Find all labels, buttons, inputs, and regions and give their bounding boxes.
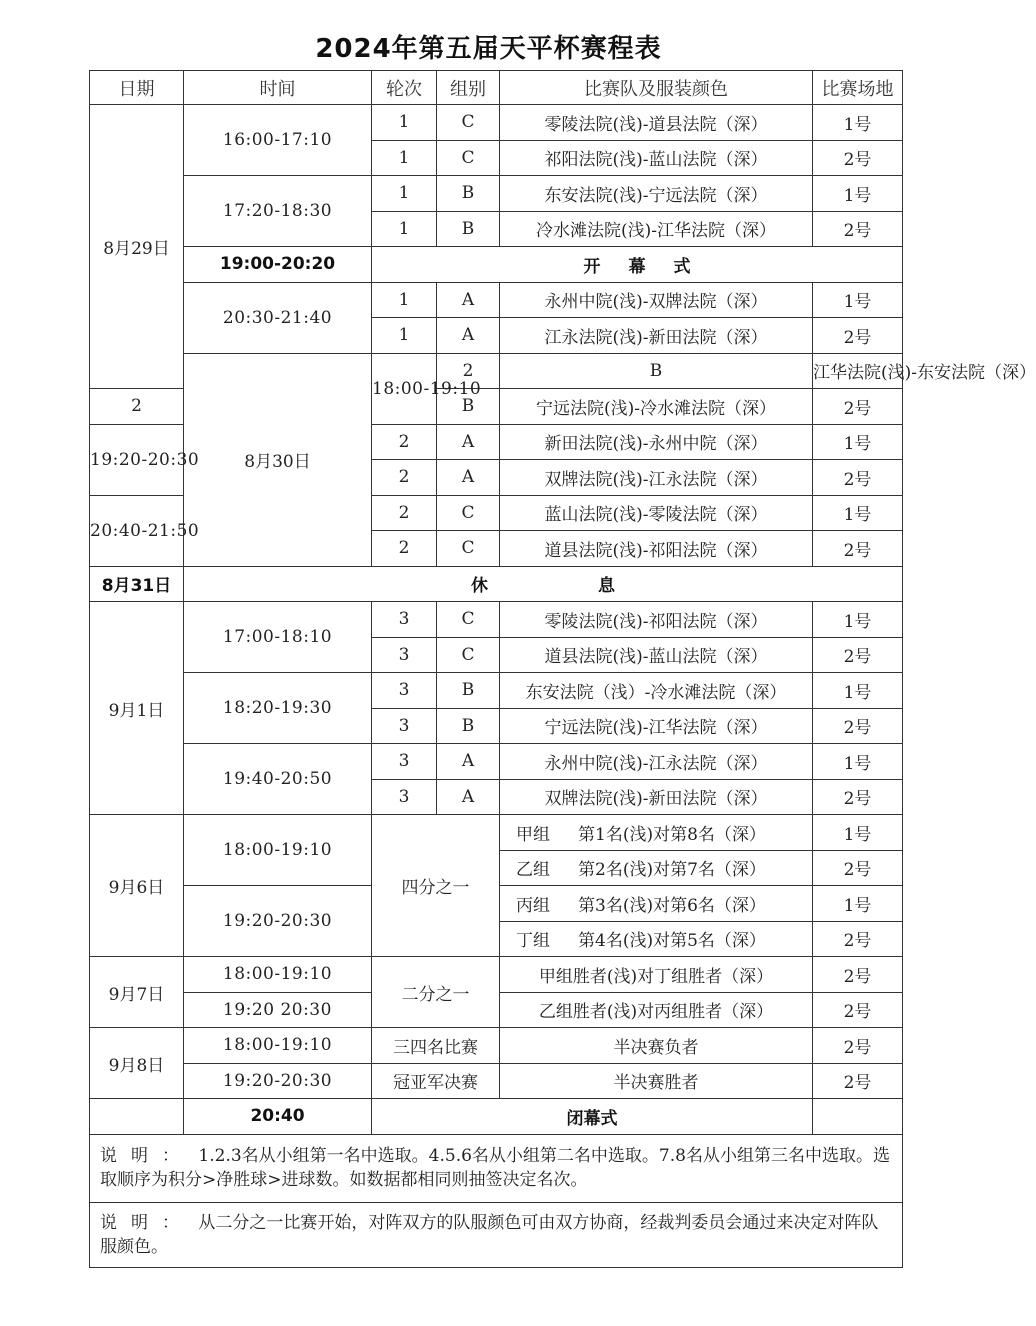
round-cell: 1 <box>372 318 437 354</box>
match-cell: 道县法院(浅)-蓝山法院（深） <box>500 637 813 673</box>
match-cell <box>500 886 813 922</box>
stage-cell: 二分之一 <box>372 957 500 1028</box>
bracket-desc: 第1名(浅)对第8名（深） <box>578 824 766 845</box>
header-date: 日期 <box>90 71 184 105</box>
table-row <box>90 1028 903 1064</box>
venue-cell: 2号 <box>813 1063 903 1099</box>
group-cell: C <box>437 105 500 141</box>
note-text-2: 从二分之一比赛开始，对阵双方的队服颜色可由双方协商，经裁判委员会通过来决定对阵队服颜色。 <box>100 1212 879 1257</box>
table-row <box>90 282 903 318</box>
note-cell <box>90 1202 903 1267</box>
bracket-desc: 第2名(浅)对第7名（深） <box>578 860 766 881</box>
match-cell: 江华法院(浅)-东安法院（深） <box>813 353 903 389</box>
venue-cell: 2号 <box>813 921 903 957</box>
match-cell: 祁阳法院(浅)-蓝山法院（深） <box>500 140 813 176</box>
match-cell: 道县法院(浅)-祁阳法院（深） <box>500 531 813 567</box>
rest-date: 8月31日 <box>90 566 184 602</box>
match-cell: 宁远法院(浅)-冷水滩法院（深） <box>500 389 813 425</box>
round-cell: 3 <box>372 602 437 638</box>
closing-time: 20:40 <box>184 1099 372 1135</box>
match-cell: 半决赛负者 <box>500 1028 813 1064</box>
group-cell: C <box>437 140 500 176</box>
match-cell: 永州中院(浅)-双牌法院（深） <box>500 282 813 318</box>
venue-cell: 1号 <box>813 282 903 318</box>
bracket-desc: 第4名(浅)对第5名（深） <box>578 931 766 952</box>
match-cell: 半决赛胜者 <box>500 1063 813 1099</box>
opening-ceremony-label: 开幕式 <box>372 247 903 283</box>
group-cell: B <box>437 673 500 709</box>
time-cell: 20:40-21:50 <box>90 495 184 566</box>
time-cell: 20:30-21:40 <box>184 282 372 353</box>
venue-cell: 1号 <box>813 424 903 460</box>
bracket-desc: 第3名(浅)对第6名（深） <box>578 895 766 916</box>
empty-cell <box>813 1099 903 1135</box>
group-cell: A <box>437 779 500 815</box>
schedule-table <box>89 70 1036 1268</box>
header-row <box>90 71 903 105</box>
group-cell: A <box>437 744 500 780</box>
group-cell: B <box>437 389 500 425</box>
round-cell: 1 <box>372 282 437 318</box>
match-cell <box>500 921 813 957</box>
round-cell: 3 <box>372 779 437 815</box>
venue-cell: 2号 <box>813 850 903 886</box>
venue-cell: 2号 <box>813 779 903 815</box>
table-row <box>90 353 903 389</box>
round-cell: 1 <box>372 105 437 141</box>
header-group: 组别 <box>437 71 500 105</box>
round-cell: 3 <box>372 637 437 673</box>
time-cell: 17:00-18:10 <box>184 602 372 673</box>
table-row <box>90 602 903 638</box>
time-cell: 19:20-20:30 <box>90 424 184 495</box>
time-cell: 17:20-18:30 <box>184 176 372 247</box>
round-cell: 2 <box>372 424 437 460</box>
venue-cell: 2号 <box>813 531 903 567</box>
time-cell: 18:00-19:10 <box>372 353 437 424</box>
note-row <box>90 1134 903 1202</box>
empty-cell <box>90 1099 184 1135</box>
venue-cell: 2号 <box>813 708 903 744</box>
group-cell: A <box>437 424 500 460</box>
venue-cell: 2号 <box>813 637 903 673</box>
match-cell: 零陵法院(浅)-祁阳法院（深） <box>500 602 813 638</box>
match-cell: 东安法院(浅)-宁远法院（深） <box>500 176 813 212</box>
table-row <box>90 673 903 709</box>
group-cell: A <box>437 460 500 496</box>
round-cell: 2 <box>437 353 500 389</box>
header-round: 轮次 <box>372 71 437 105</box>
table-row <box>90 1063 903 1099</box>
round-cell: 3 <box>372 744 437 780</box>
header-venue: 比赛场地 <box>813 71 903 105</box>
match-cell: 东安法院（浅）-冷水滩法院（深） <box>500 673 813 709</box>
venue-cell: 2号 <box>813 389 903 425</box>
group-cell: C <box>437 637 500 673</box>
table-row <box>90 957 903 993</box>
stage-cell: 三四名比赛 <box>372 1028 500 1064</box>
group-cell: A <box>437 282 500 318</box>
match-cell: 新田法院(浅)-永州中院（深） <box>500 424 813 460</box>
match-cell: 零陵法院(浅)-道县法院（深） <box>500 105 813 141</box>
date-cell: 9月6日 <box>90 815 184 957</box>
venue-cell: 2号 <box>813 318 903 354</box>
header-teams: 比赛队及服装颜色 <box>500 71 813 105</box>
time-cell: 19:20 20:30 <box>184 992 372 1028</box>
rest-day-row <box>90 566 903 602</box>
match-cell: 双牌法院(浅)-新田法院（深） <box>500 779 813 815</box>
opening-ceremony-row <box>90 247 903 283</box>
match-cell: 冷水滩法院(浅)-江华法院（深） <box>500 211 813 247</box>
note-cell <box>90 1134 903 1202</box>
stage-cell: 冠亚军决赛 <box>372 1063 500 1099</box>
match-cell: 甲组胜者(浅)对丁组胜者（深） <box>500 957 813 993</box>
match-cell: 江永法院(浅)-新田法院（深） <box>500 318 813 354</box>
group-cell: C <box>437 602 500 638</box>
venue-cell: 1号 <box>813 495 903 531</box>
time-cell: 18:00-19:10 <box>184 957 372 993</box>
match-cell: 永州中院(浅)-江永法院（深） <box>500 744 813 780</box>
date-cell: 8月29日 <box>90 105 184 389</box>
group-cell: C <box>437 495 500 531</box>
rest-label: 休息 <box>184 566 903 602</box>
time-cell: 18:00-19:10 <box>184 815 372 886</box>
note-label: 说明： <box>100 1146 193 1166</box>
venue-cell: 2号 <box>813 957 903 993</box>
venue-cell: 2号 <box>813 211 903 247</box>
group-cell: C <box>437 531 500 567</box>
bracket-group: 甲组 <box>516 824 550 845</box>
note-label: 说明： <box>100 1212 193 1233</box>
time-cell: 18:00-19:10 <box>184 1028 372 1064</box>
time-cell: 18:20-19:30 <box>184 673 372 744</box>
stage-cell: 四分之一 <box>372 815 500 957</box>
match-cell <box>500 815 813 851</box>
round-cell: 3 <box>372 708 437 744</box>
venue-cell: 1号 <box>813 176 903 212</box>
round-cell: 2 <box>372 495 437 531</box>
time-cell: 19:40-20:50 <box>184 744 372 815</box>
venue-cell: 1号 <box>813 815 903 851</box>
opening-time: 19:00-20:20 <box>184 247 372 283</box>
table-row <box>90 744 903 780</box>
bracket-group: 丙组 <box>516 895 550 916</box>
round-cell: 1 <box>372 176 437 212</box>
note-text-1: 1.2.3名从小组第一名中选取。4.5.6名从小组第二名中选取。7.8名从小组第三名中选取。选取顺序为积分>净胜球>进球数。如数据都相同则抽签决定名次。 <box>100 1146 890 1190</box>
note-row <box>90 1202 903 1267</box>
match-cell: 乙组胜者(浅)对丙组胜者（深） <box>500 992 813 1028</box>
date-cell: 9月7日 <box>90 957 184 1028</box>
closing-ceremony-label: 闭幕式 <box>372 1099 813 1135</box>
time-cell: 19:20-20:30 <box>184 886 372 957</box>
time-cell: 16:00-17:10 <box>184 105 372 176</box>
round-cell: 2 <box>372 460 437 496</box>
group-cell: B <box>437 176 500 212</box>
match-cell <box>500 850 813 886</box>
date-cell: 9月1日 <box>90 602 184 815</box>
venue-cell: 1号 <box>813 105 903 141</box>
match-cell: 宁远法院(浅)-江华法院（深） <box>500 708 813 744</box>
venue-cell: 2号 <box>813 460 903 496</box>
date-cell: 8月30日 <box>184 353 372 566</box>
table-row <box>90 815 903 851</box>
round-cell: 2 <box>372 531 437 567</box>
closing-ceremony-row <box>90 1099 903 1135</box>
venue-cell: 2号 <box>813 992 903 1028</box>
table-row <box>90 176 903 212</box>
venue-cell: 1号 <box>813 673 903 709</box>
date-cell: 9月8日 <box>90 1028 184 1099</box>
time-cell: 19:20-20:30 <box>184 1063 372 1099</box>
group-cell: B <box>437 708 500 744</box>
group-cell: B <box>437 211 500 247</box>
group-cell: B <box>500 353 813 389</box>
round-cell: 1 <box>372 211 437 247</box>
venue-cell: 1号 <box>813 886 903 922</box>
bracket-group: 乙组 <box>516 860 550 881</box>
round-cell: 1 <box>372 140 437 176</box>
table-row <box>90 105 903 141</box>
group-cell: A <box>437 318 500 354</box>
venue-cell: 1号 <box>813 744 903 780</box>
header-time: 时间 <box>184 71 372 105</box>
round-cell: 3 <box>372 673 437 709</box>
venue-cell: 2号 <box>813 1028 903 1064</box>
venue-cell: 2号 <box>813 140 903 176</box>
match-cell: 双牌法院(浅)-江永法院（深） <box>500 460 813 496</box>
venue-cell: 1号 <box>813 602 903 638</box>
bracket-group: 丁组 <box>516 931 550 952</box>
match-cell: 蓝山法院(浅)-零陵法院（深） <box>500 495 813 531</box>
page-title: 2024年第五届天平杯赛程表 <box>315 34 662 64</box>
round-cell: 2 <box>90 389 184 425</box>
